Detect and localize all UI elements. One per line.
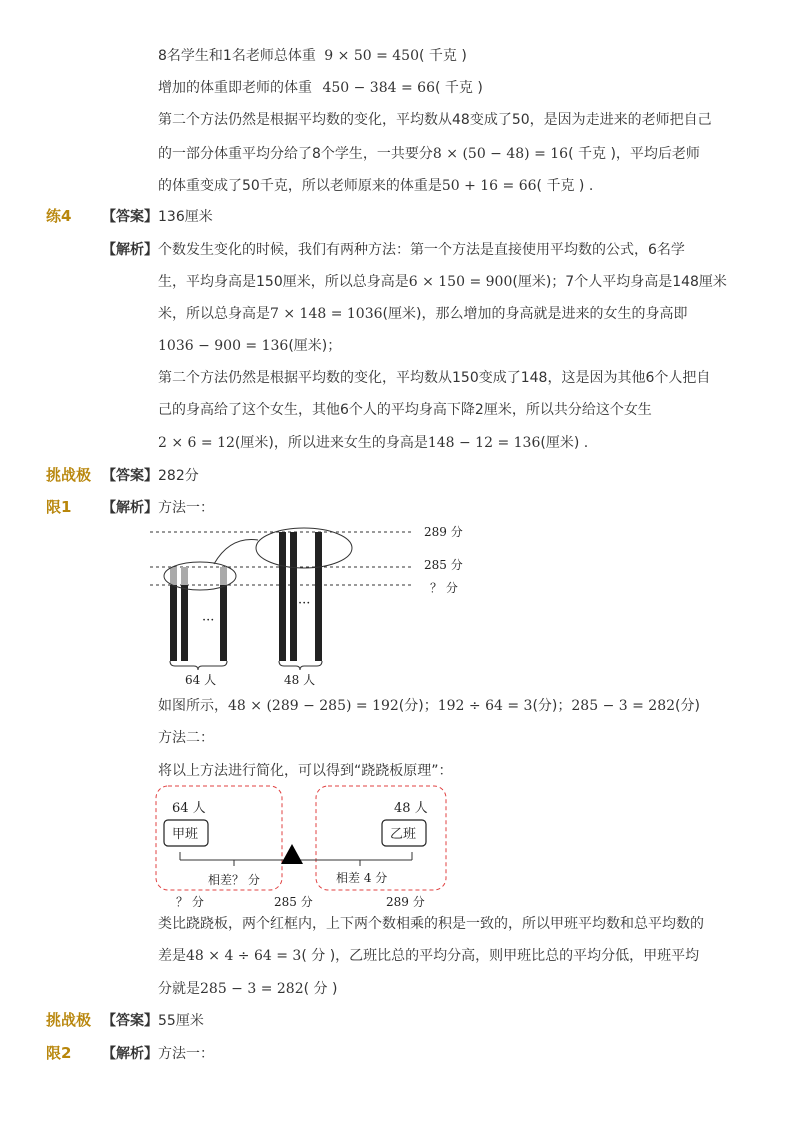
method-one: 方法一： bbox=[158, 1046, 214, 1062]
sec0-line-2 bbox=[158, 78, 483, 98]
text: 差是 bbox=[158, 948, 186, 964]
answer-value: 55厘米 bbox=[158, 1013, 204, 1029]
mid-value: 285 分 bbox=[274, 895, 313, 909]
bar-left-3-top bbox=[220, 567, 227, 585]
text: (分)； bbox=[398, 698, 438, 714]
text: (分)； bbox=[532, 698, 572, 714]
bar-left-2-top bbox=[181, 567, 188, 585]
right-class: 乙班 bbox=[390, 827, 417, 842]
answer-value: 282分 bbox=[158, 468, 199, 484]
right-count: 48 人 bbox=[394, 801, 428, 816]
xian2-tag-top: 挑战极 bbox=[46, 1011, 92, 1029]
math: 6 × 150 = 900 bbox=[408, 274, 513, 290]
group-right-label: 48 人 bbox=[284, 673, 316, 687]
left-class: 甲班 bbox=[172, 827, 199, 842]
text: (分) bbox=[675, 698, 700, 714]
ellipse-right bbox=[256, 528, 352, 568]
text: 增加的体重即老师的体重 bbox=[158, 80, 312, 96]
text: 8名学生和1名老师总体重 bbox=[158, 48, 316, 64]
unit: ( 千克 ) bbox=[434, 80, 483, 96]
answer-label: 【答案】 bbox=[102, 209, 158, 225]
bar-diagram bbox=[150, 518, 480, 690]
text: ( 千克 )，平均后老师 bbox=[568, 146, 700, 162]
group-left-label: 64 人 bbox=[185, 673, 217, 687]
analysis-label: 【解析】 bbox=[102, 242, 158, 258]
xian1-tag-bottom: 限1 bbox=[46, 498, 72, 516]
lian4-p7 bbox=[158, 433, 588, 453]
simplify-line: 将以上方法进行简化，可以得到“跷跷板原理”： bbox=[158, 763, 453, 779]
unit: ( 千克 ) bbox=[419, 48, 467, 64]
sec0-line-4 bbox=[158, 144, 700, 164]
math: 192 ÷ 64 = 3 bbox=[437, 698, 533, 714]
bar-right-2 bbox=[290, 532, 297, 661]
left-value: ？ 分 bbox=[176, 895, 204, 909]
lian4-tag: 练4 bbox=[46, 207, 72, 225]
text: 米，所以总身高是 bbox=[158, 306, 270, 322]
conclusion-2 bbox=[158, 946, 699, 966]
math: 285 − 3 = 282 bbox=[571, 698, 676, 714]
label-289: 289 分 bbox=[424, 525, 463, 539]
lian4-p2 bbox=[158, 272, 727, 292]
math: 48 × 4 ÷ 64 = 3 bbox=[186, 948, 302, 964]
lian4-p1: 个数发生变化的时候，我们有两种方法：第一个方法是直接使用平均数的公式，6名学 bbox=[158, 242, 685, 258]
math: 450 − 384 = 66 bbox=[322, 80, 435, 96]
answer-value: 136厘米 bbox=[158, 209, 213, 225]
math: 1036 − 900 = 136 bbox=[158, 338, 289, 354]
text: (厘米)，所以进来女生的身高是 bbox=[234, 435, 428, 451]
conclusion-3 bbox=[158, 979, 337, 999]
math: 9 × 50 = 450 bbox=[324, 48, 419, 64]
lian4-p4 bbox=[158, 336, 341, 356]
answer-label: 【答案】 bbox=[102, 1013, 158, 1029]
lian4-p3 bbox=[158, 304, 687, 324]
brace-left bbox=[170, 661, 227, 670]
conclusion-1: 类比跷跷板，两个红框内，上下两个数相乘的积是一致的，所以甲班平均数和总平均数的 bbox=[158, 916, 704, 932]
label-q: ？ 分 bbox=[430, 581, 458, 595]
math: 8 × (50 − 48) = 16 bbox=[432, 146, 569, 162]
left-count: 64 人 bbox=[172, 801, 206, 816]
lian4-p5: 第二个方法仍然是根据平均数的变化，平均数从150变成了148，这是因为其他6个人把自 bbox=[158, 370, 711, 386]
math: 7 × 148 = 1036 bbox=[270, 306, 383, 322]
text: ( 分 ) bbox=[303, 981, 338, 997]
sec0-line-5 bbox=[158, 176, 593, 196]
left-diff: 相差？ 分 bbox=[208, 873, 260, 887]
connector-curve bbox=[214, 540, 258, 565]
lian4-p6: 己的身高给了这个女生，其他6个人的平均身高下降2厘米，所以共分给这个女生 bbox=[158, 402, 652, 418]
text: ( 千克 ) . bbox=[536, 178, 594, 194]
text: (厘米)； bbox=[288, 338, 342, 354]
math: 50 + 16 = 66 bbox=[441, 178, 537, 194]
xian1-tag-top: 挑战极 bbox=[46, 466, 92, 484]
right-diff: 相差 4 分 bbox=[336, 871, 388, 885]
text: (厘米) . bbox=[540, 435, 589, 451]
dots-right: ··· bbox=[298, 596, 311, 611]
fulcrum-triangle bbox=[281, 844, 303, 864]
text: 生，平均身高是150厘米，所以总身高是 bbox=[158, 274, 409, 290]
sec0-line-3: 第二个方法仍然是根据平均数的变化，平均数从48变成了50，是因为走进来的老师把自己 bbox=[158, 112, 712, 128]
text: 的体重变成了50千克，所以老师原来的体重是 bbox=[158, 178, 442, 194]
math: 2 × 6 = 12 bbox=[158, 435, 235, 451]
bar-left-1-top bbox=[170, 567, 177, 585]
method-two: 方法二： bbox=[158, 730, 214, 746]
sec0-line-1 bbox=[158, 46, 467, 66]
answer-label: 【答案】 bbox=[102, 468, 158, 484]
xian2-tag-bottom: 限2 bbox=[46, 1044, 72, 1062]
math: 148 − 12 = 136 bbox=[427, 435, 541, 451]
label-285: 285 分 bbox=[424, 558, 463, 572]
method-one: 方法一： bbox=[158, 500, 214, 516]
text: 如图所示， bbox=[158, 698, 228, 714]
bar-right-1 bbox=[279, 532, 286, 661]
text: 分就是 bbox=[158, 981, 200, 997]
math: 285 − 3 = 282 bbox=[200, 981, 304, 997]
text: (厘米)，那么增加的身高就是进来的女生的身高即 bbox=[382, 306, 688, 322]
analysis-label: 【解析】 bbox=[102, 1046, 158, 1062]
seesaw-diagram bbox=[150, 782, 452, 910]
text: 的一部分体重平均分给了8个学生，一共要分 bbox=[158, 146, 433, 162]
text: ( 分 )，乙班比总的平均分高，则甲班比总的平均分低，甲班平均 bbox=[301, 948, 700, 964]
text: (厘米)；7个人平均身高是148厘米 bbox=[512, 274, 727, 290]
bar-right-3 bbox=[315, 532, 322, 661]
calc-line bbox=[158, 696, 700, 716]
brace-right bbox=[279, 661, 322, 670]
dots-left: ··· bbox=[202, 613, 215, 628]
analysis-label: 【解析】 bbox=[102, 500, 158, 516]
math: 48 × (289 − 285) = 192 bbox=[228, 698, 399, 714]
right-value: 289 分 bbox=[386, 895, 425, 909]
